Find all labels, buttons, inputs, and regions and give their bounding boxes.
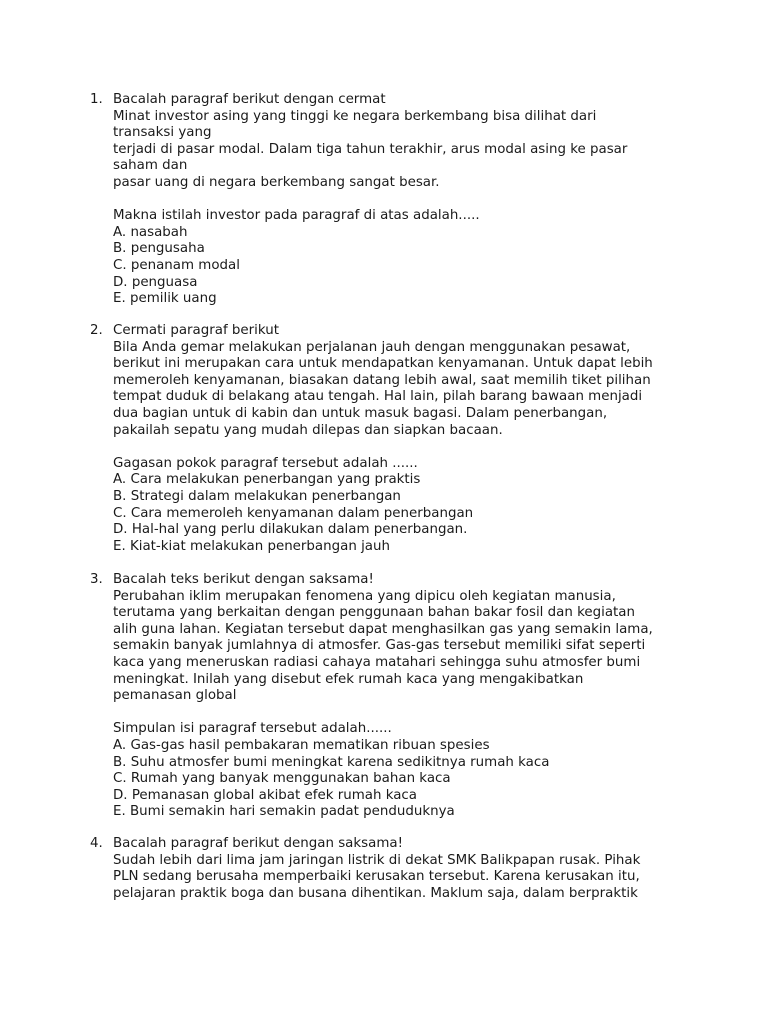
question-instruction: Bacalah paragraf berikut dengan cermat [113, 92, 386, 107]
passage-line: Minat investor asing yang tinggi ke negara berkembang bisa dilihat dari [113, 108, 597, 124]
answer-option-c: C. Cara memeroleh kenyamanan dalam penerbangan [113, 505, 474, 521]
answer-option-a: A. nasabah [113, 224, 188, 240]
passage-line: alih guna lahan. Kegiatan tersebut dapat menghasilkan gas yang semakin lama, [113, 621, 653, 637]
question-number: 2. [90, 323, 103, 338]
passage-line: transaksi yang [113, 125, 212, 141]
question-prompt: Makna istilah investor pada paragraf di atas adalah..... [113, 208, 480, 224]
question-body [113, 323, 673, 555]
passage-line: Bila Anda gemar melakukan perjalanan jauh dengan menggunakan pesawat, [113, 339, 631, 355]
question-body [113, 836, 673, 902]
answer-option-e: E. pemilik uang [113, 291, 217, 307]
answer-option-c: C. Rumah yang banyak menggunakan bahan kaca [113, 771, 451, 787]
blank-line [113, 439, 673, 456]
passage-line: dua bagian untuk di kabin dan untuk masuk bagasi. Dalam penerbangan, [113, 405, 608, 421]
passage-line: pemanasan global [113, 688, 237, 704]
passage-line: PLN sedang berusaha memperbaiki kerusakan tersebut. Karena kerusakan itu, [113, 869, 640, 885]
answer-option-e: E. Bumi semakin hari semakin padat penduduknya [113, 804, 455, 820]
question-prompt: Simpulan isi paragraf tersebut adalah...... [113, 721, 392, 737]
answer-option-d: D. penguasa [113, 274, 198, 290]
passage-line: tempat duduk di belakang atau tengah. Hal lain, pilah barang bawaan menjadi [113, 389, 643, 405]
question-instruction: Bacalah teks berikut dengan saksama! [113, 572, 374, 587]
question-instruction: Bacalah paragraf berikut dengan saksama! [113, 836, 403, 851]
passage-line: kaca yang meneruskan radiasi cahaya matahari sehingga suhu atmosfer bumi [113, 654, 641, 670]
question-number: 1. [90, 92, 103, 107]
question-number: 4. [90, 836, 103, 851]
blank-line [113, 192, 673, 209]
passage-line: saham dan [113, 158, 188, 174]
passage-line: Sudah lebih dari lima jam jaringan listrik di dekat SMK Balikpapan rusak. Pihak [113, 852, 641, 868]
question-body [113, 572, 673, 821]
answer-option-a: A. Gas-gas hasil pembakaran mematikan ribuan spesies [113, 737, 490, 753]
answer-option-a: A. Cara melakukan penerbangan yang praktis [113, 472, 421, 488]
answer-option-e: E. Kiat-kiat melakukan penerbangan jauh [113, 538, 390, 554]
passage-line: pelajaran praktik boga dan busana dihentikan. Maklum saja, dalam berpraktik [113, 885, 638, 901]
answer-option-c: C. penanam modal [113, 257, 240, 273]
passage-line: Perubahan iklim merupakan fenomena yang dipicu oleh kegiatan manusia, [113, 588, 616, 604]
passage-line: meningkat. Inilah yang disebut efek rumah kaca yang mengakibatkan [113, 671, 584, 687]
answer-option-d: D. Pemanasan global akibat efek rumah kaca [113, 787, 417, 803]
passage-line: pasar uang di negara berkembang sangat besar. [113, 174, 440, 190]
answer-option-b: B. Suhu atmosfer bumi meningkat karena sedikitnya rumah kaca [113, 754, 550, 770]
passage-line: terutama yang berkaitan dengan penggunaan bahan bakar fosil dan kegiatan [113, 605, 635, 621]
question-number: 3. [90, 572, 103, 587]
question-instruction: Cermati paragraf berikut [113, 323, 279, 338]
answer-option-b: B. pengusaha [113, 241, 205, 257]
blank-line [113, 705, 673, 722]
answer-option-d: D. Hal-hal yang perlu dilakukan dalam penerbangan. [113, 522, 468, 538]
passage-line: terjadi di pasar modal. Dalam tiga tahun terakhir, arus modal asing ke pasar [113, 141, 628, 157]
passage-line: pakailah sepatu yang mudah dilepas dan siapkan bacaan. [113, 422, 503, 438]
passage-line: memeroleh kenyamanan, biasakan datang lebih awal, saat memilih tiket pilihan [113, 372, 651, 388]
passage-line: semakin banyak jumlahnya di atmosfer. Gas-gas tersebut memiliki sifat seperti [113, 638, 646, 654]
question-body [113, 92, 673, 308]
question-prompt: Gagasan pokok paragraf tersebut adalah ...... [113, 455, 418, 471]
answer-option-b: B. Strategi dalam melakukan penerbangan [113, 488, 401, 504]
passage-line: berikut ini merupakan cara untuk mendapatkan kenyamanan. Untuk dapat lebih [113, 356, 653, 372]
